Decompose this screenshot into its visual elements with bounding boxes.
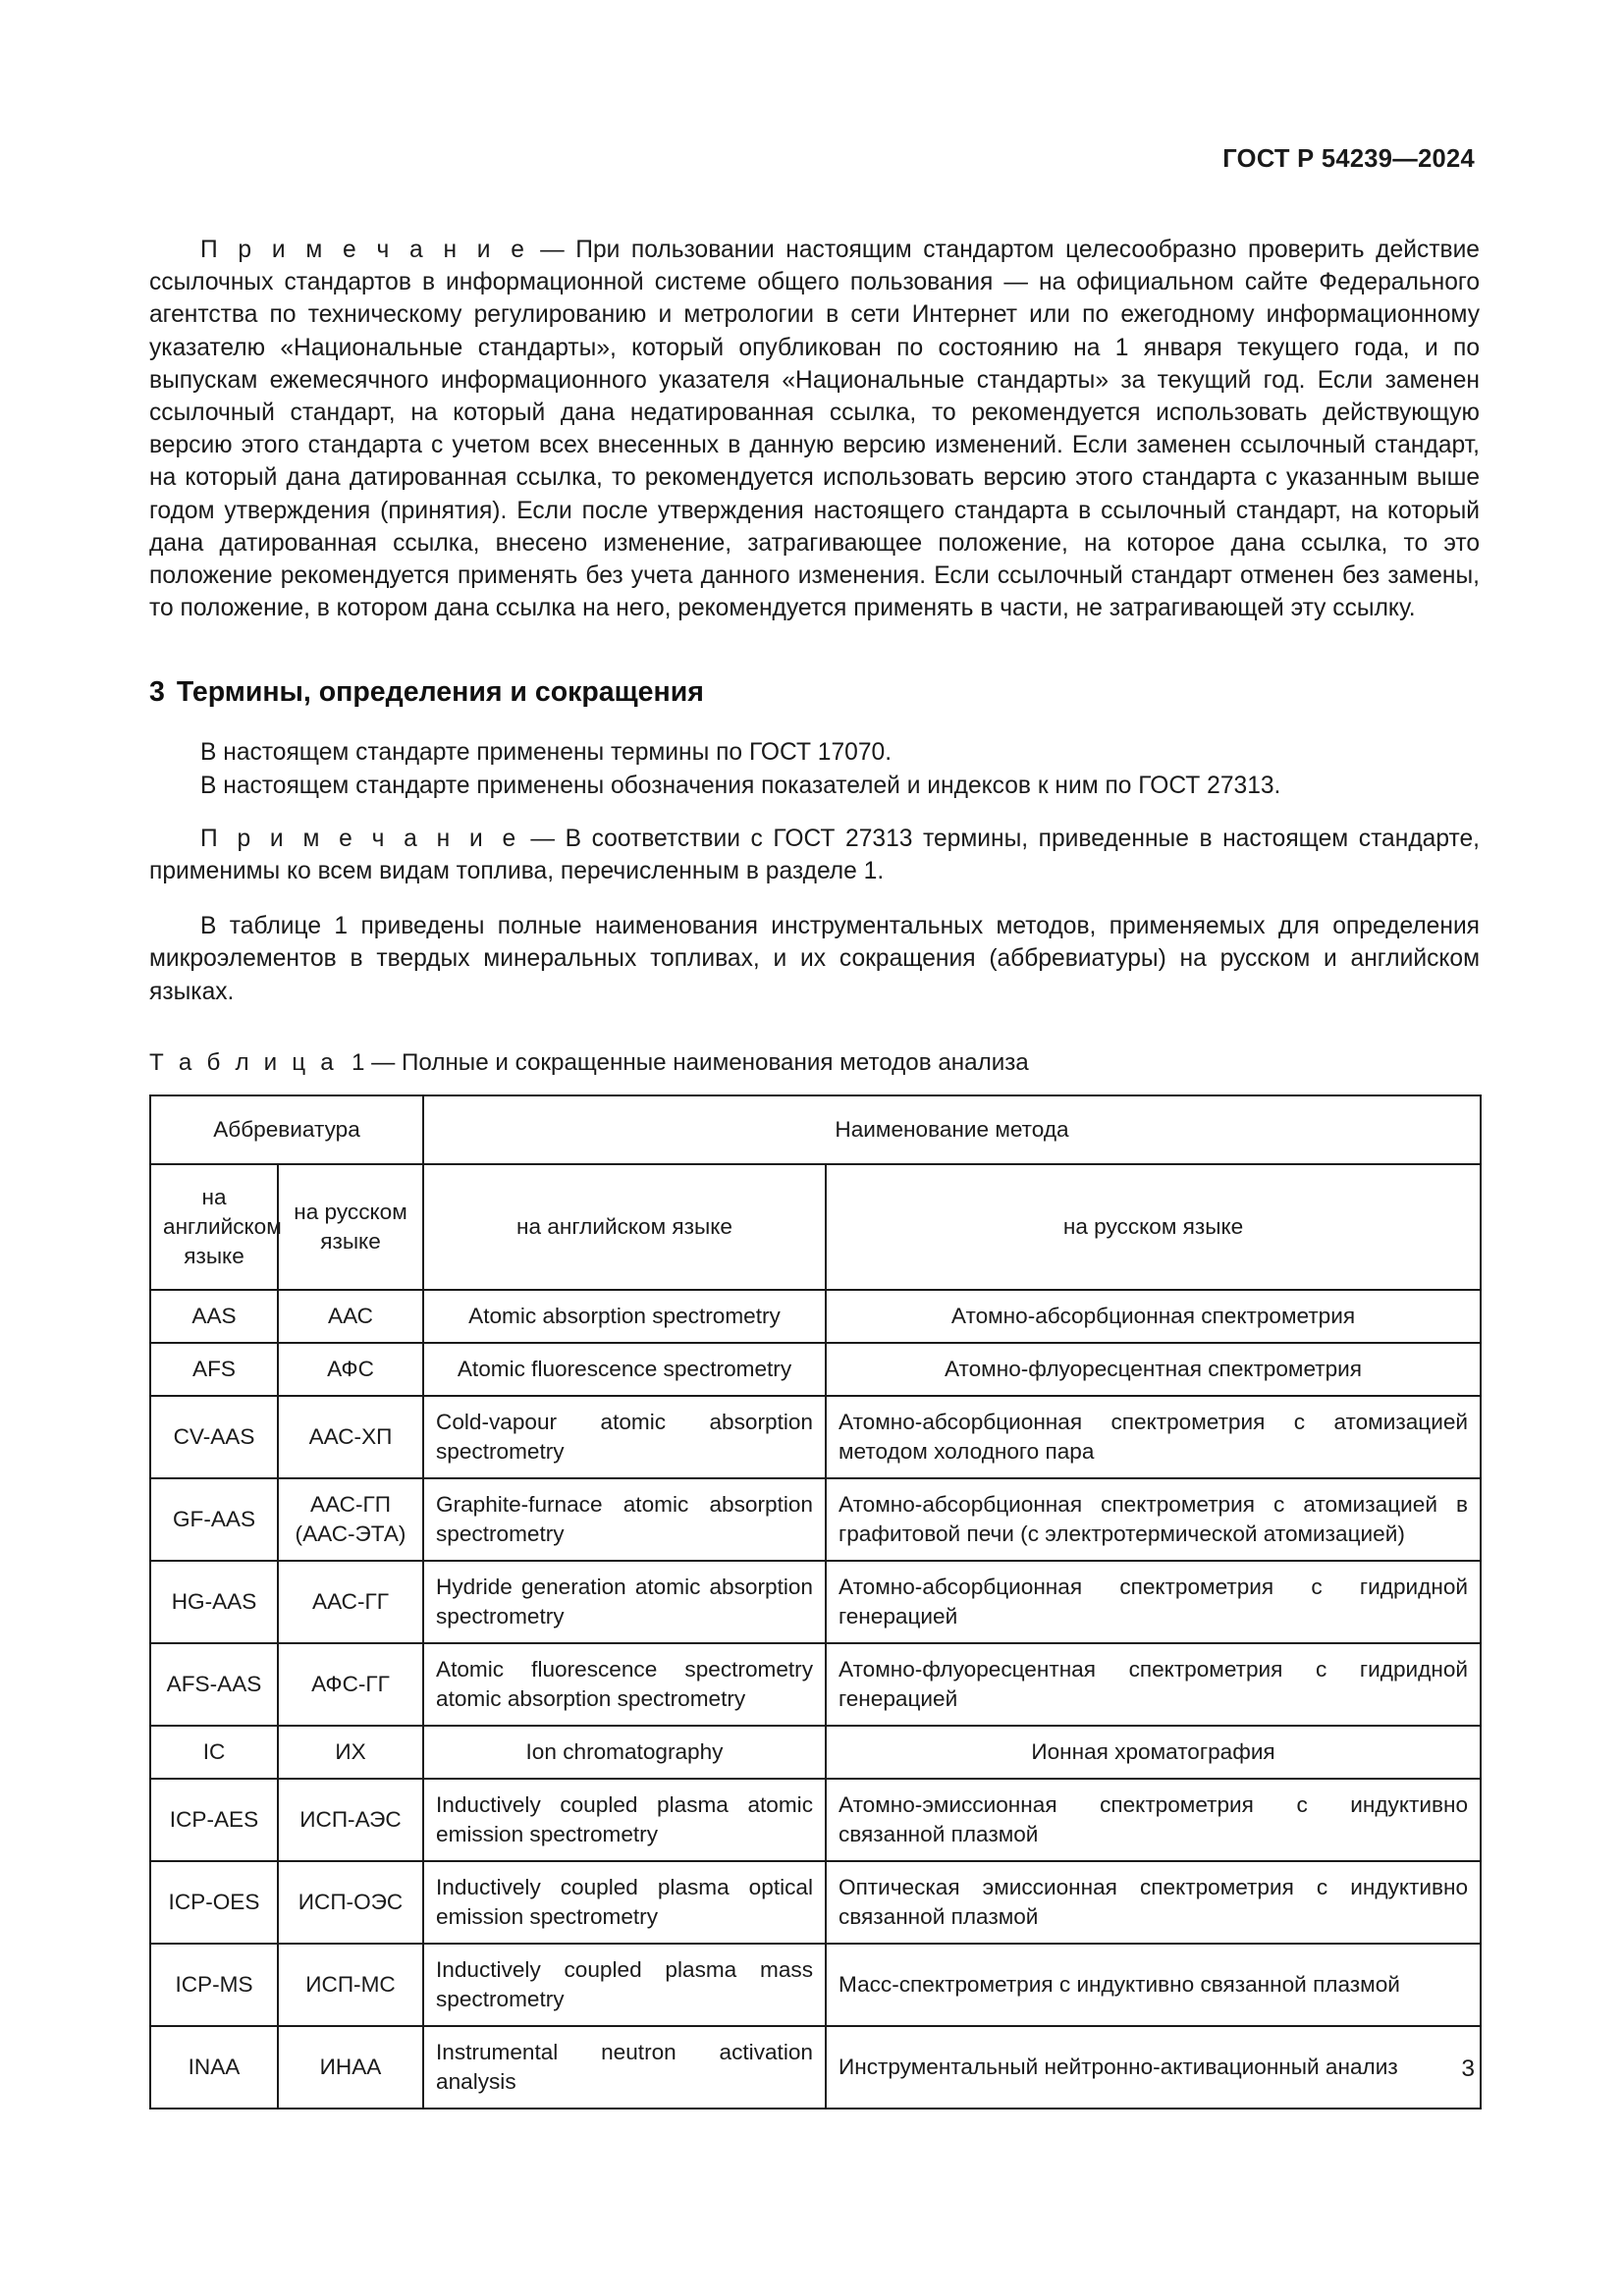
cell-name-en: Cold-vapour atomic absorption spectrometry (423, 1396, 826, 1478)
cell-abbr-ru: ИНАА (278, 2026, 423, 2109)
cell-name-ru: Атомно-эмиссионная спектрометрия с индуктивно связанной плазмой (826, 1779, 1481, 1861)
note-label: П р и м е ч а н и е (200, 237, 529, 263)
cell-abbr-ru: ИХ (278, 1726, 423, 1779)
table-row (150, 2026, 1481, 2109)
cell-abbr-ru: ИСП-ОЭС (278, 1861, 423, 1944)
table-row (150, 1478, 1481, 1561)
table-row (150, 1396, 1481, 1478)
spacer-before-table (149, 1078, 1480, 1095)
section-number: 3 (149, 676, 165, 709)
cell-name-ru: Атомно-абсорбционная спектрометрия с атомизацией в графитовой печи (с электротермической атомизацией) (826, 1478, 1481, 1561)
spacer-before-caption (149, 1008, 1480, 1048)
table-header-row-sub (150, 1164, 1481, 1290)
cell-name-en: Atomic fluorescence spectrometry atomic absorption spectrometry (423, 1643, 826, 1726)
cell-abbr-en: AFS-AAS (150, 1643, 278, 1726)
cell-abbr-en: INAA (150, 2026, 278, 2109)
running-header: ГОСТ Р 54239—2024 (1222, 145, 1475, 173)
cell-abbr-ru: ААС-ХП (278, 1396, 423, 1478)
cell-name-en: Ion chromatography (423, 1726, 826, 1779)
note-text: При пользовании настоящим стандартом целесообразно проверить действие ссылочных стандартов в информационной системе общего пользования — на официальном сайте Федерального агентства по техническому регулированию и метрологии в сети Интернет или по ежегодному информационному указателю «Национальные стандарты», который опубликован по состоянию на 1 января текущего года, и по выпускам ежемесячного информационного указателя «Национальные стандарты» за текущий год. Если заменен ссылочный стандарт, на который дана недатированная ссылка, то рекомендуется использовать действующую версию этого стандарта с учетом всех внесенных в данную версию изменений. Если заменен ссылочный стандарт, на который дана датированная ссылка, то рекомендуется использовать версию этого стандарта с указанным выше годом утверждения (принятия). Если после утверждения настоящего стандарта в ссылочный стандарт, на который дана датированная ссылка, внесено изменение, затрагивающее положение, на которое дана ссылка, то это положение рекомендуется применять без учета данного изменения. Если ссылочный стандарт отменен без замены, то положение, в котором дана ссылка на него, рекомендуется применять в части, не затрагивающей эту ссылку. (149, 237, 1480, 622)
cell-abbr-en: HG-AAS (150, 1561, 278, 1643)
methods-table (149, 1095, 1482, 2109)
table-caption-text: Полные и сокращенные наименования методов анализа (402, 1048, 1029, 1076)
spacer-before-note-mid (149, 802, 1480, 823)
header-abbr-ru: на русском языке (278, 1164, 423, 1290)
cell-name-en: Inductively coupled plasma optical emission spectrometry (423, 1861, 826, 1944)
paragraph-table-intro: В таблице 1 приведены полные наименования инструментальных методов, применяемых для определения микроэлементов в твердых минеральных топливах, и их сокращения (аббревиатуры) на русском и английском языках. (149, 913, 1480, 1005)
note-mid-text: В соответствии с ГОСТ 27313 термины, приведенные в настоящем стандарте, применимы ко всем видам топлива, перечисленным в разделе 1. (149, 825, 1480, 885)
cell-name-ru: Масс-спектрометрия с индуктивно связанной плазмой (826, 1944, 1481, 2026)
table-row (150, 1343, 1481, 1396)
cell-abbr-en: AAS (150, 1290, 278, 1343)
note-mid-dash: — (519, 825, 566, 852)
cell-abbr-ru: ААС-ГП (ААС-ЭТА) (278, 1478, 423, 1561)
note-dash: — (528, 237, 576, 263)
table-row (150, 1290, 1481, 1343)
cell-abbr-ru: АФС-ГГ (278, 1643, 423, 1726)
cell-name-ru: Инструментальный нейтронно-активационный анализ (826, 2026, 1481, 2109)
cell-abbr-ru: ИСП-АЭС (278, 1779, 423, 1861)
cell-abbr-en: AFS (150, 1343, 278, 1396)
cell-abbr-ru: АФС (278, 1343, 423, 1396)
table-row (150, 1561, 1481, 1643)
table-row (150, 1944, 1481, 2026)
paragraph-terms-27313: В настоящем стандарте применены обозначения показателей и индексов к ним по ГОСТ 27313. (200, 772, 1281, 799)
header-name-en: на английском языке (423, 1164, 826, 1290)
note-terms-applicability (149, 823, 1480, 887)
table-header-row-group (150, 1095, 1481, 1164)
spacer-before-section (149, 624, 1480, 676)
spacer-after-heading (149, 709, 1480, 736)
cell-name-en: Atomic absorption spectrometry (423, 1290, 826, 1343)
cell-abbr-en: CV-AAS (150, 1396, 278, 1478)
cell-name-en: Inductively coupled plasma mass spectrometry (423, 1944, 826, 2026)
header-abbr-en: на английском языке (150, 1164, 278, 1290)
table-caption-dash: — (364, 1048, 403, 1076)
cell-name-ru: Атомно-флуоресцентная спектрометрия (826, 1343, 1481, 1396)
cell-name-ru: Атомно-абсорбционная спектрометрия с гидридной генерацией (826, 1561, 1481, 1643)
table-row (150, 1643, 1481, 1726)
cell-name-en: Instrumental neutron activation analysis (423, 2026, 826, 2109)
section-heading-3 (149, 676, 1480, 709)
cell-name-en: Atomic fluorescence spectrometry (423, 1343, 826, 1396)
table-body (150, 1290, 1481, 2109)
table-head (150, 1095, 1481, 1290)
spacer-before-table-para (149, 887, 1480, 910)
cell-abbr-en: GF-AAS (150, 1478, 278, 1561)
cell-abbr-en: IC (150, 1726, 278, 1779)
cell-name-ru: Атомно-абсорбционная спектрометрия (826, 1290, 1481, 1343)
header-name-ru: на русском языке (826, 1164, 1481, 1290)
paragraph-terms-17070: В настоящем стандарте применены термины по ГОСТ 17070. (200, 739, 893, 767)
note-mid-label: П р и м е ч а н и е (200, 825, 520, 852)
table-row (150, 1779, 1481, 1861)
cell-abbr-ru: ААС (278, 1290, 423, 1343)
cell-name-en: Graphite-furnace atomic absorption spectrometry (423, 1478, 826, 1561)
cell-abbr-en: ICP-MS (150, 1944, 278, 2026)
page-number: 3 (1461, 2056, 1475, 2082)
header-method-name: Наименование метода (423, 1095, 1481, 1164)
cell-name-ru: Ионная хроматография (826, 1726, 1481, 1779)
cell-name-en: Hydride generation atomic absorption spectrometry (423, 1561, 826, 1643)
table-row (150, 1726, 1481, 1779)
cell-name-en: Inductively coupled plasma atomic emission spectrometry (423, 1779, 826, 1861)
cell-name-ru: Атомно-абсорбционная спектрометрия с атомизацией методом холодного пара (826, 1396, 1481, 1478)
cell-abbr-en: ICP-OES (150, 1861, 278, 1944)
table-caption (149, 1048, 1480, 1078)
cell-name-ru: Атомно-флуоресцентная спектрометрия с гидридной генерацией (826, 1643, 1481, 1726)
page-content (149, 234, 1480, 2109)
section-title: Термины, определения и сокращения (176, 676, 704, 709)
header-abbreviation: Аббревиатура (150, 1095, 423, 1164)
cell-abbr-en: ICP-AES (150, 1779, 278, 1861)
table-caption-number: 1 (351, 1048, 365, 1076)
table-row (150, 1861, 1481, 1944)
cell-abbr-ru: ААС-ГГ (278, 1561, 423, 1643)
table-caption-label: Т а б л и ц а (149, 1048, 338, 1076)
cell-name-ru: Оптическая эмиссионная спектрометрия с индуктивно связанной плазмой (826, 1861, 1481, 1944)
note-reference-standards (149, 234, 1480, 624)
cell-abbr-ru: ИСП-МС (278, 1944, 423, 2026)
